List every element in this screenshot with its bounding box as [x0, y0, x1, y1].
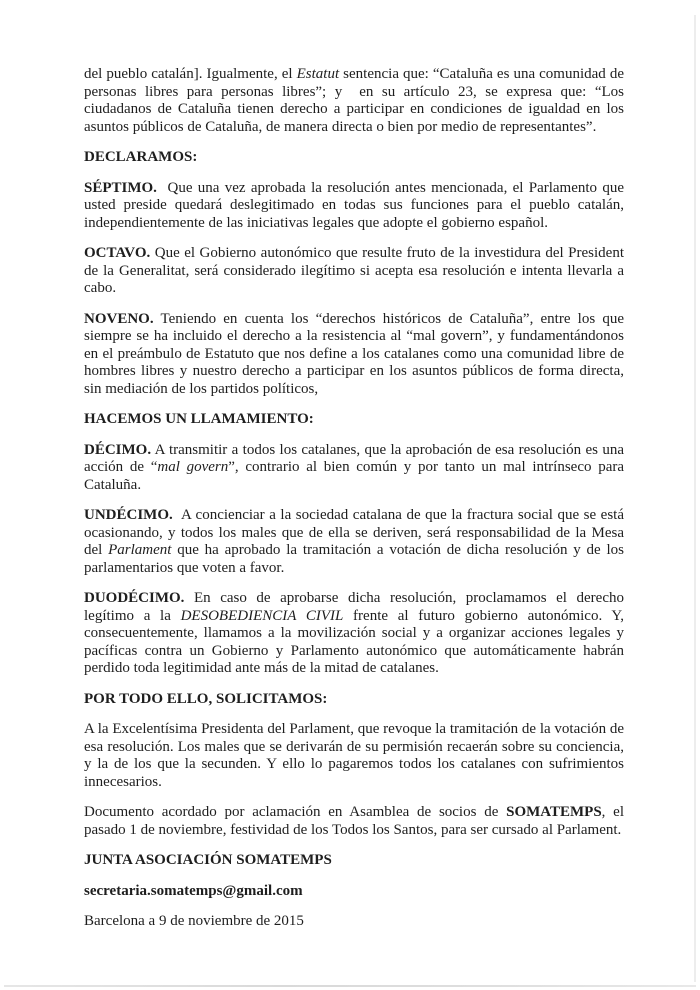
signature-date — [84, 913, 624, 931]
heading-llamamiento — [84, 411, 624, 429]
bold-text-run: HACEMOS UN LLAMAMIENTO: — [84, 411, 314, 427]
bold-text-run: UNDÉCIMO. — [84, 507, 173, 523]
paragraph-decimo — [84, 442, 624, 495]
bold-text-run: DUODÉCIMO. — [84, 590, 185, 606]
bold-text-run: DÉCIMO. — [84, 441, 152, 458]
text-run: Que una vez aprobada la resolución antes mencionada, el Parlamento que usted preside quedará deslegitimado en todas sus funciones para el pueblo catalán, independientemente de las iniciativas legales que adopte el gobierno español. — [84, 179, 624, 231]
text-run: , el pasado 1 de noviembre, festividad de los Todos los Santos, para ser cursado al Parlament. — [84, 804, 624, 838]
bold-text-run: SOMATEMPS — [506, 804, 602, 820]
paragraph-noveno — [84, 311, 624, 399]
text-run: sentencia que: “Cataluña es una comunidad de personas libres para personas libres”; y en su artículo 23, se expresa que: “Los ciudadanos de Cataluña tienen derecho a participar en condiciones de igualdad en los asuntos públicos de Cataluña, de manera directa o bien por medio de representantes”. — [84, 66, 624, 135]
italic-text-run: DESOBEDIENCIA CIVIL — [180, 607, 344, 624]
paragraph-peticion — [84, 721, 624, 791]
italic-text-run: Estatut — [296, 66, 340, 82]
page-edge-shadow-bottom — [4, 985, 696, 987]
text-run: A transmitir a todos los catalanes, que la aprobación de esa resolución es una acción de “ — [84, 441, 624, 475]
signature-junta — [84, 852, 624, 870]
text-run: Teniendo en cuenta los “derechos históricos de Cataluña”, entre los que siempre se ha incluido el derecho a la resistencia al “mal govern”, y fundamentándonos en el preámbulo de Estatuto que nos define a los catalanes como una comunidad libre de hombres libres y nuestro derecho a participar en los asuntos públicos de forma directa, sin mediación de los partidos políticos, — [84, 310, 624, 397]
bold-text-run: NOVENO. — [84, 310, 154, 327]
text-run: Barcelona a 9 de noviembre de 2015 — [84, 913, 304, 929]
paragraph-acuerdo — [84, 804, 624, 839]
bold-text-run: secretaria.somatemps@gmail.com — [84, 882, 303, 899]
text-run: Documento acordado por aclamación en Asamblea de socios de — [84, 804, 507, 820]
bold-text-run: POR TODO ELLO, SOLICITAMOS: — [84, 690, 328, 707]
text-run: ”, contrario al bien común y por tanto un mal intrínseco para Cataluña. — [84, 459, 624, 493]
page-edge-shadow-right — [694, 15, 696, 982]
text-run: frente al futuro gobierno autonómico. Y, consecuentemente, llamamos a la movilización social y a organizar acciones legales y pacíficas contra un Gobierno y Parlamento autonómico que automáticamente habrán perdido toda legitimidad ante más de la mitad de catalanes. — [84, 607, 624, 676]
heading-solicitamos — [84, 691, 624, 709]
paragraph-octavo — [84, 245, 624, 298]
heading-declaramos — [84, 149, 624, 167]
text-run: A concienciar a la sociedad catalana de que la fractura social que se está ocasionando, y todos los males que de ella se deriven, será responsabilidad de la Mesa del — [84, 507, 624, 558]
paragraph-undecimo — [84, 507, 624, 577]
bold-text-run: SÉPTIMO. — [84, 179, 157, 196]
intro-paragraph — [84, 66, 624, 136]
italic-text-run: mal govern — [157, 459, 229, 475]
text-run: A la Excelentísima Presidenta del Parlament, que revoque la tramitación de la votación de esa resolución. Los males que se derivarán de su permisión recaerán sobre su conciencia, y la de los que la secunden. Y ello lo pagaremos todos los catalanes con sufrimientos innecesarios. — [84, 721, 624, 790]
text-run: que ha aprobado la tramitación a votación de dicha resolución y de los parlamentarios que voten a favor. — [84, 542, 625, 576]
italic-text-run: Parlament — [108, 542, 172, 558]
bold-text-run: DECLARAMOS: — [84, 149, 198, 165]
bold-text-run: JUNTA ASOCIACIÓN SOMATEMPS — [84, 852, 332, 868]
text-run: Que el Gobierno autonómico que resulte fruto de la investidura del President de la Generalitat, será considerado ilegítimo si acepta esa resolución e intenta llevarla a cabo. — [84, 245, 624, 296]
signature-email — [84, 883, 624, 901]
bold-text-run: OCTAVO. — [84, 245, 151, 261]
paragraph-septimo — [84, 180, 624, 233]
paragraph-duodecimo — [84, 590, 624, 678]
text-run: del pueblo catalán]. Igualmente, el — [84, 66, 297, 82]
text-run: En caso de aprobarse dicha resolución, proclamamos el derecho legítimo a la — [84, 590, 624, 624]
